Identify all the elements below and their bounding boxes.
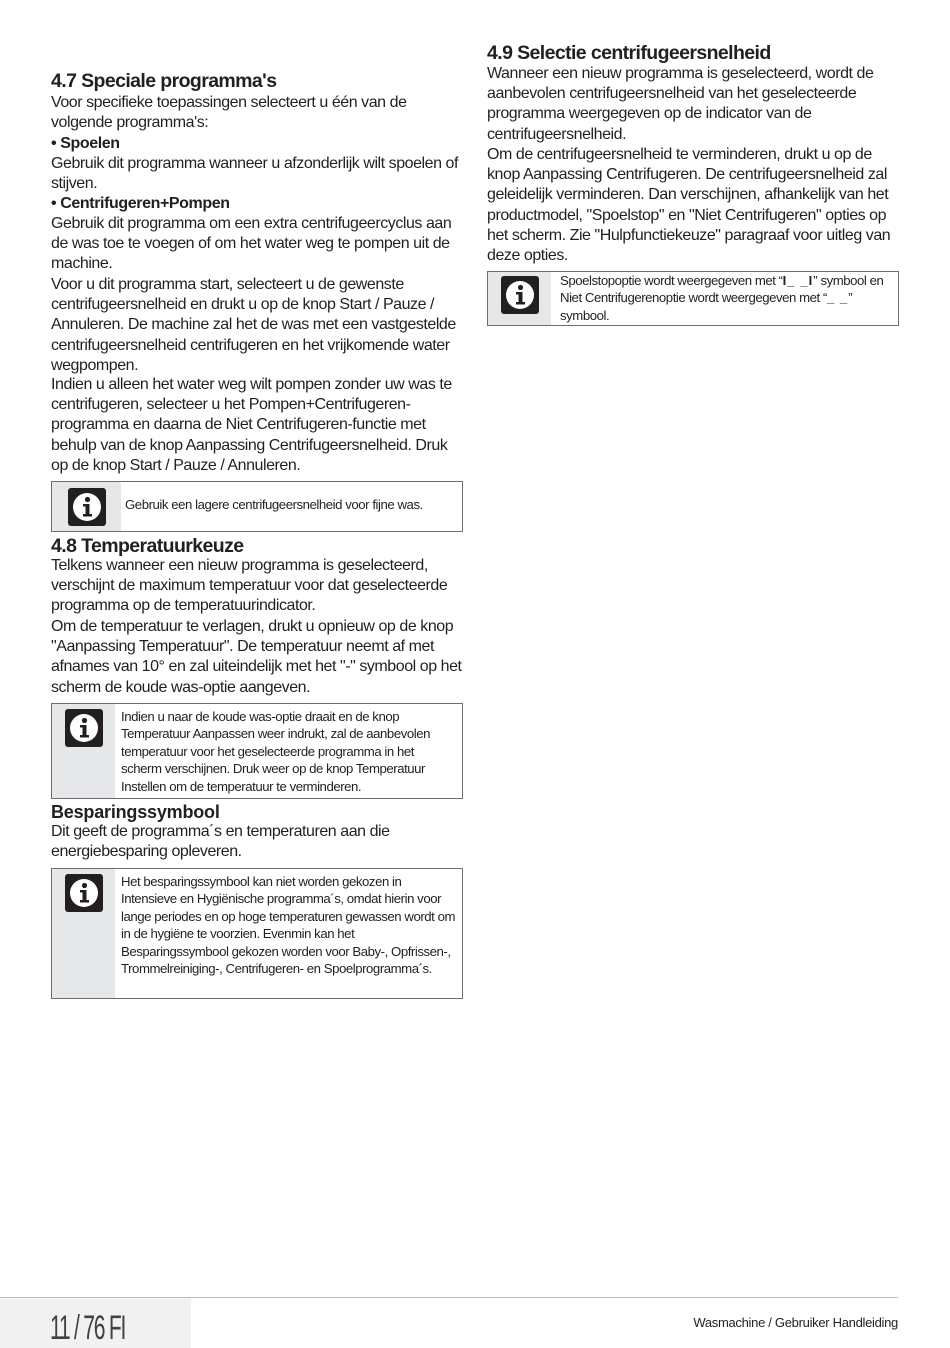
section-4-8-title: 4.8 Temperatuurkeuze: [51, 535, 244, 557]
section-4-9-paragraph-2: Om de centrifugeersnelheid te verminderen, drukt u op de knop Aanpassing Centrifugeren. De centrifugeersnelheid zal geleidelijk verminderen. Dan verschijnen, afhankelijk van het productmodel, "Spoelstop" en "Niet Centrifugeren" opties op het scherm. Zie "Hulpfunctiekeuze" paragraaf voor uitleg van deze opties.: [487, 146, 891, 265]
page-number: 11 / 76 FI: [50, 1309, 126, 1347]
info-icon: [65, 874, 103, 912]
bullet-centrifugeren-title: • Centrifugeren+Pompen: [51, 195, 230, 212]
section-4-7-paragraph-3: Voor u dit programma start, selecteert u de gewenste centrifugeersnelheid en drukt u op de knop Start / Pauze / Annuleren. De machine zal het de was met een vastgestelde centrifugeersnelheid centrifugeren en het vrijkomende water wegpompen.: [51, 276, 456, 374]
section-4-9-title: 4.9 Selectie centrifugeersnelheid: [487, 42, 771, 64]
info-note-text: Het besparingssymbool kan niet worden gekozen in Intensieve en Hygiënische programma´s, omdat hierin voor lange periodes en op hoge temperaturen gewassen wordt om in de hygiëne te voorzien. Evenmin kan het Besparingssymbool gekozen worden voor Baby-, Opfrissen-, Trommelreiniging-, Centrifugeren- en Spoelprogramma´s.: [121, 874, 456, 977]
rinse-hold-symbol: I_ _I: [782, 273, 814, 288]
info-note-cold-wash: [51, 703, 463, 799]
besparing-title: Besparingssymbool: [51, 802, 220, 822]
info-note-text: Gebruik een lagere centrifugeersnelheid voor fijne was.: [125, 497, 423, 512]
section-4-7-intro: Voor specifieke toepassingen selecteert u één van de volgende programma's:: [51, 94, 407, 132]
info-note-fine-wash: [51, 481, 463, 532]
section-4-7-paragraph-4: Indien u alleen het water weg wilt pompen zonder uw was te centrifugeren, selecteer u het Pompen+Centrifugeren-programma en daarna de Niet Centrifugeren-functie met behulp van de knop Aanpassing Centrifugeersnelheid. Druk op de knop Start / Pauze / Annuleren.: [51, 376, 452, 474]
section-4-8-paragraph-1: Telkens wanneer een nieuw programma is geselecteerd, verschijnt de maximum temperatuur voor dat geselecteerde programma op de temperatuurindicator.: [51, 557, 448, 615]
info-icon: [68, 488, 106, 526]
no-spin-symbol: _ _: [826, 290, 849, 306]
besparing-paragraph: Dit geeft de programma´s en temperaturen aan die energiebesparing opleveren.: [51, 823, 390, 861]
info-note-spin-symbols: [487, 271, 899, 326]
info-note-text: Indien u naar de koude was-optie draait en de knop Temperatuur Aanpassen weer indrukt, zal de aanbevolen temperatuur voor het geselecteerde programma in het scherm verschijnen. Druk weer op de knop Temperatuur Instellen om de temperatuur te verminderen.: [121, 709, 430, 794]
bullet-spoelen-text: Gebruik dit programma wanneer u afzonderlijk wilt spoelen of stijven.: [51, 155, 458, 193]
bullet-spoelen-title: • Spoelen: [51, 135, 120, 152]
footer-title: Wasmachine / Gebruiker Handleiding: [693, 1315, 898, 1330]
info-icon: [65, 709, 103, 747]
info-note-besparing: [51, 868, 463, 999]
bullet-centrifugeren-text: Gebruik dit programma om een extra centrifugeercyclus aan de was toe te voegen of om het water weg te pompen uit de machine.: [51, 215, 452, 273]
section-4-7-title: 4.7 Speciale programma's: [51, 70, 277, 92]
info-note-text: Spoelstopoptie wordt weergegeven met “I_ _I” symbool en Niet Centrifugerenoptie wordt weergegeven met “_ _” symbool.: [560, 273, 884, 323]
info-icon: [501, 276, 539, 314]
section-4-8-paragraph-2: Om de temperatuur te verlagen, drukt u opnieuw op de knop "Aanpassing Temperatuur". De temperatuur neemt af met afnames van 10° en zal uiteindelijk met het "-" symbool op het scherm de koude was-optie aangeven.: [51, 618, 462, 696]
section-4-9-paragraph-1: Wanneer een nieuw programma is geselecteerd, wordt de aanbevolen centrifugeersnelheid van het geselecteerde programma weergegeven op de indicator van de centrifugeersnelheid.: [487, 65, 874, 143]
